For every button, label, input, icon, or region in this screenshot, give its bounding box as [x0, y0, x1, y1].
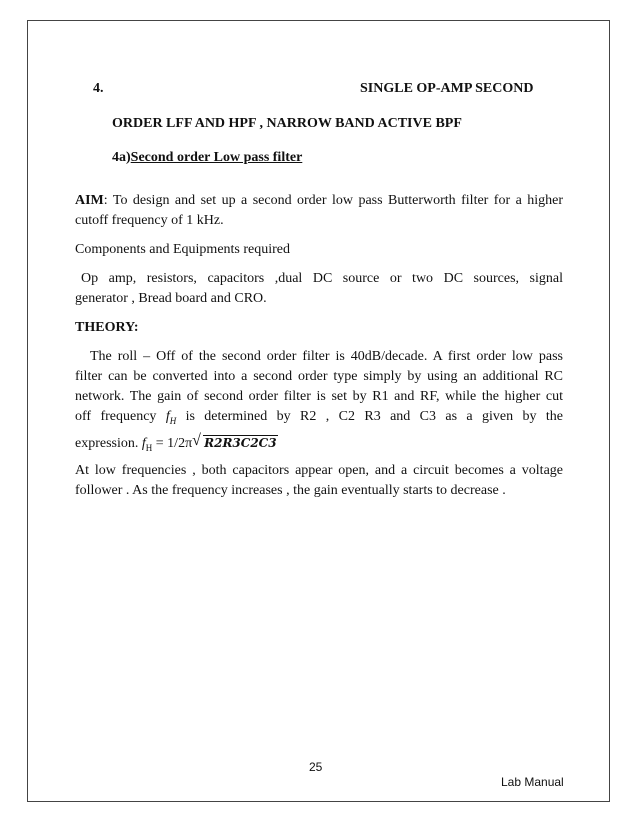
fh-subscript-2: H — [145, 442, 153, 453]
components-line-2: generator , Bread board and CRO. — [75, 291, 267, 306]
theory-line-3: network. The gain of second order filter is set by R1 and RF, while the higher cut — [75, 389, 563, 404]
theory-line-1: The roll – Off of the second order filter is 40dB/decade. A first order low pass — [90, 349, 563, 364]
sqrt-argument: R2R3C2C3 — [204, 435, 277, 450]
subsection-title: Second order Low pass filter — [130, 150, 303, 165]
subsection-heading — [112, 149, 302, 167]
theory-line-5 — [75, 433, 563, 458]
section-title-line1: SINGLE OP-AMP SECOND — [360, 81, 534, 96]
low-frequency-line-1: At low frequencies , both capacitors appear open, and a circuit becomes a voltage — [75, 463, 563, 478]
formula-ratio: = 1/2π — [152, 435, 193, 451]
components-paragraph — [75, 269, 563, 309]
theory-line-5-start: expression. — [75, 435, 142, 451]
aim-line-1 — [75, 191, 563, 211]
aim-label: AIM — [75, 193, 104, 208]
page-number: 25 — [309, 760, 323, 774]
low-frequency-line-2: follower . As the frequency increases , the gain eventually starts to decrease . — [75, 483, 506, 498]
low-frequency-paragraph — [75, 461, 563, 501]
square-root — [192, 433, 277, 454]
theory-line-2: filter can be converted into a second order type simply by using an additional RC — [75, 369, 563, 384]
aim-text-1: : To design and set up a second order low pass Butterworth filter for a higher — [103, 193, 563, 208]
theory-line-4-end: is determined by R2 , C2 R3 and C3 as a given by the — [176, 409, 563, 424]
theory-heading: THEORY: — [75, 320, 139, 335]
theory-paragraph — [75, 347, 563, 458]
section-title-line2: ORDER LFF AND HPF , NARROW BAND ACTIVE BPF — [112, 116, 462, 131]
components-line-1: Op amp, resistors, capacitors ,dual DC source or two DC sources, signal — [81, 271, 563, 286]
theory-line-4-start: off frequency — [75, 409, 166, 424]
fh-symbol-2: f — [141, 435, 146, 451]
aim-line-2: cutoff frequency of 1 kHz. — [75, 213, 224, 228]
components-heading: Components and Equipments required — [75, 242, 291, 257]
fh-subscript: H — [169, 415, 177, 426]
fh-symbol: f — [165, 409, 170, 424]
radical-sign: √ — [192, 431, 201, 449]
section-number: 4. — [93, 81, 104, 96]
footer-label: Lab Manual — [501, 775, 564, 789]
subsection-prefix: 4a) — [112, 150, 131, 165]
theory-line-4 — [75, 407, 563, 431]
aim-paragraph — [75, 191, 563, 231]
